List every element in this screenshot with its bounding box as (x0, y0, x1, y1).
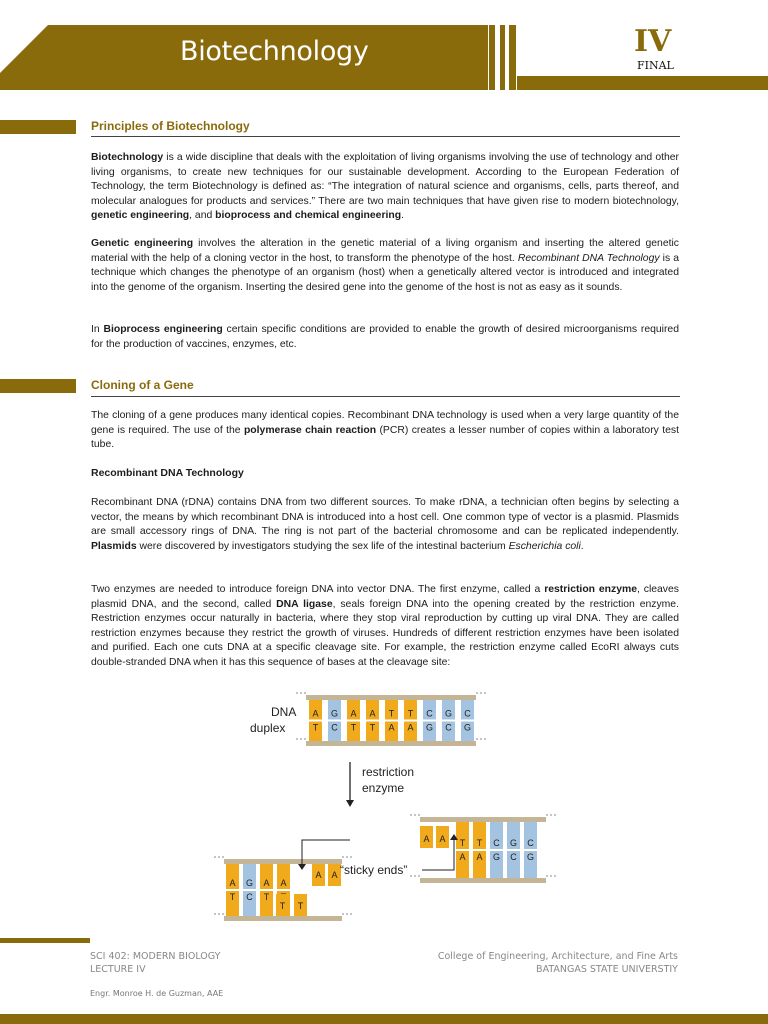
base-letter: A (331, 870, 338, 880)
base-letter: T (388, 708, 395, 719)
base-letter: T (369, 722, 376, 733)
university-name: BATANGAS STATE UNIVERSTIY (536, 964, 678, 975)
base-letter: A (439, 834, 446, 844)
right-fragment (410, 815, 556, 883)
base-letter: C (464, 708, 471, 719)
base-letter: T (350, 722, 357, 733)
base-letter: A (280, 878, 287, 888)
college-name: College of Engineering, Architecture, and Fine Arts (437, 951, 678, 962)
base-letter: T (476, 838, 483, 848)
header-stripe (500, 25, 505, 90)
ecori-cleavage-diagram (214, 686, 566, 926)
base-letter: G (245, 878, 254, 888)
base-letter: C (445, 722, 452, 733)
header-stripe (509, 25, 516, 90)
base-letter: T (407, 708, 414, 719)
base-letter: T (312, 722, 319, 733)
base-letter: C (510, 852, 517, 862)
paragraph: Recombinant DNA (rDNA) contains DNA from two different sources. To make rDNA, a technician often begins by selecting a vector, the means by which recombinant DNA is introduced into a host cell. One common type of vector is a plasmid. Plasmids are small accessory rings of DNA. The ring is not part of the bacterial chromosome and can be replicated independently. Plasmids were discovered by investigators studying the sex life of the intestinal bacterium Escherichia coli. (91, 497, 679, 552)
dna-duplex (296, 693, 486, 746)
base-letter: A (229, 878, 236, 888)
section-heading: Principles of Biotechnology (91, 119, 250, 133)
section-rule (91, 136, 680, 137)
base-letter: A (263, 878, 270, 888)
paragraph: In Bioprocess engineering certain specific conditions are provided to enable the growth of desired microorganisms required for the production of vaccines, enzymes, etc. (91, 324, 679, 350)
base-letter: C (493, 838, 500, 848)
base-letter: A (423, 834, 430, 844)
base-letter: C (527, 838, 534, 848)
base-letter: C (331, 722, 338, 733)
section-marker (0, 120, 76, 134)
page-header (0, 0, 768, 90)
paragraph: Genetic engineering involves the alteration in the genetic material of a living organism and inserting the altered genetic material with the help of a cloning vector in the host, to transform the phenotype of the host. Recombinant DNA Technology is a technique which changes the phenotype of an organism (host) when a genetically altered vector is introduced and integrated into the genome of the organism. Inserting the desired gene into the genome of the host is not as easy as it sounds. (91, 238, 680, 293)
base-letter: A (459, 852, 466, 862)
lecture-label: LECTURE IV (90, 964, 146, 975)
base-letter: T (229, 892, 236, 902)
paragraph: Biotechnology is a wide discipline that deals with the exploitation of living organisms involving the use of technology and other living organisms, to create new techniques for our sustainable development. According to the European Federation of Technology, the term Biotechnology is defined as: “The integration of natural science and organisms, cells, parts thereof, and molecular analogues for products and services.” There are two main techniques that have given rise to modern biotechnology, genetic engineering, and bioprocess and chemical engineering. (91, 152, 679, 222)
section-marker (0, 379, 76, 393)
sticky-ends-label: “sticky ends” (340, 863, 408, 877)
course-name: SCI 402: MODERN BIOLOGY (90, 951, 221, 962)
base-letter: T (279, 901, 286, 911)
base-letter: G (492, 852, 501, 862)
enzyme-label: enzyme (362, 781, 405, 795)
base-letter: A (312, 708, 319, 719)
base-letter: C (426, 708, 433, 719)
base-letter: G (526, 852, 535, 862)
base-letter: G (425, 722, 434, 733)
base-letter: T (459, 838, 466, 848)
base-letter: A (350, 708, 357, 719)
header-stripe (489, 25, 495, 90)
duplex-label: DNA (271, 705, 297, 719)
paragraph: Two enzymes are needed to introduce foreign DNA into vector DNA. The first enzyme, called a restriction enzyme, cleaves plasmid DNA, and the second, called DNA ligase, seals foreign DNA into the opening created by the restriction enzyme. Restriction enzymes occur naturally in bacteria, where they stop viral reproduction by cutting up viral DNA. They are called restriction enzymes because they restrict the growth of viruses. Hundreds of different restriction enzymes have been isolated and purified. Each one cuts DNA at a specific cleavage site. For example, the restriction enzyme called EcoRI always cuts double-stranded DNA when it has this sequence of bases at the cleavage site: (91, 584, 679, 668)
base-letter: G (463, 722, 472, 733)
exam-label: FINAL (637, 59, 674, 72)
lecture-numeral: IV (634, 24, 672, 59)
base-letter: A (315, 870, 322, 880)
base-letter: A (476, 852, 483, 862)
base-letter: A (407, 722, 414, 733)
base-letter: T (297, 901, 304, 911)
left-fragment (214, 857, 352, 921)
footer-band (0, 1014, 768, 1024)
subheading: Recombinant DNA Technology (91, 467, 244, 479)
base-letter: C (246, 892, 253, 902)
backbone-rail (224, 859, 342, 864)
arrow-head (298, 864, 306, 870)
backbone-rail (420, 817, 546, 822)
base-letter: A (369, 708, 376, 719)
backbone-rail (306, 695, 476, 700)
base-letter: G (509, 838, 518, 848)
base-letter: G (444, 708, 453, 719)
section-heading: Cloning of a Gene (91, 378, 194, 392)
header-right-band (517, 76, 768, 90)
arrow-head (346, 800, 354, 807)
base-letter: A (388, 722, 395, 733)
backbone-rail (224, 916, 342, 921)
backbone-rail (306, 741, 476, 746)
author-name: Engr. Monroe H. de Guzman, AAE (90, 989, 224, 998)
base-letter: T (263, 892, 270, 902)
backbone-rail (420, 878, 546, 883)
enzyme-label: restriction (362, 765, 415, 779)
duplex-label: duplex (250, 721, 286, 735)
section-rule (91, 396, 680, 397)
base-letter: G (330, 708, 339, 719)
paragraph: The cloning of a gene produces many identical copies. Recombinant DNA technology is used when a very large quantity of the gene is required. The use of the polymerase chain reaction (PCR) creates a lesser number of copies within a laboratory test tube. (91, 410, 680, 451)
page-title: Biotechnology (180, 36, 369, 67)
footer-marker (0, 938, 90, 943)
